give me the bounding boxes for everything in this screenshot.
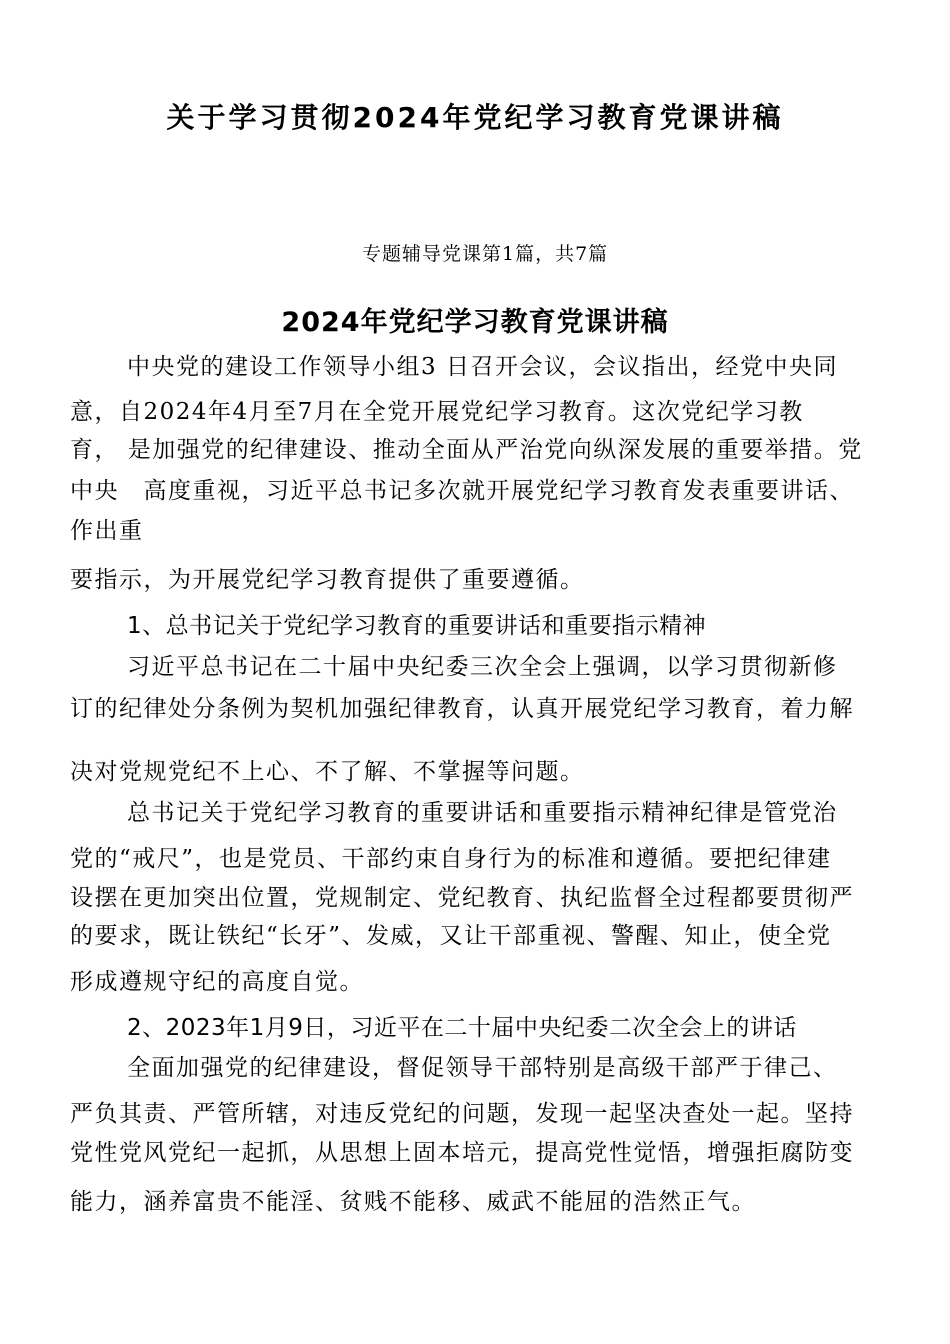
paragraph-line: 的要求，既让铁纪“长牙”、发威，又让干部重视、警醒、知止，使全党 — [70, 923, 832, 949]
paragraph-line: 设摆在更加突出位置，党规制定、党纪教育、执纪监督全过程都要贯彻严 — [70, 885, 854, 911]
paragraph-line: 中央党的建设工作领导小组3 日召开会议，会议指出，经党中央同 — [127, 354, 838, 380]
paragraph-line: 党的“戒尺”，也是党员、干部约束自身行为的标准和遵循。要把纪律建 — [70, 846, 832, 872]
paragraph-line: 中央 高度重视，习近平总书记多次就开展党纪学习教育发表重要讲话、 — [70, 478, 854, 504]
paragraph-line: 党性党风党纪一起抓，从思想上固本培元，提高党性觉悟，增强拒腐防变 — [70, 1140, 854, 1166]
paragraph-line: 总书记关于党纪学习教育的重要讲话和重要指示精神纪律是管党治 — [127, 800, 838, 826]
paragraph-line: 决对党规党纪不上心、不了解、不掌握等问题。 — [70, 759, 585, 785]
paragraph-line: 形成遵规守纪的高度自觉。 — [70, 969, 364, 995]
document-title: 关于学习贯彻2024年党纪学习教育党课讲稿 — [166, 101, 784, 134]
paragraph-line: 全面加强党的纪律建设，督促领导干部特别是高级干部严于律己、 — [127, 1055, 838, 1081]
paragraph-line: 作出重 — [70, 518, 144, 544]
document-subtitle: 2024年党纪学习教育党课讲稿 — [281, 307, 669, 338]
paragraph-line: 订的纪律处分条例为契机加强纪律教育，认真开展党纪学习教育，着力解 — [70, 696, 854, 722]
paragraph-line: 严负其责、严管所辖，对违反党纪的问题，发现一起坚决查处一起。坚持 — [70, 1101, 854, 1127]
section-heading: 2、2023年1月9日，习近平在二十届中央纪委二次全会上的讲话 — [127, 1015, 797, 1041]
paragraph-line: 习近平总书记在二十届中央纪委三次全会上强调，以学习贯彻新修 — [127, 654, 838, 680]
paragraph-line: 能力，涵养富贵不能淫、贫贱不能移、威武不能屈的浩然正气。 — [70, 1189, 756, 1215]
paragraph-line: 育， 是加强党的纪律建设、推动全面从严治党向纵深发展的重要举措。党 — [70, 437, 863, 463]
section-heading: 1、总书记关于党纪学习教育的重要讲话和重要指示精神 — [127, 613, 707, 639]
paragraph-line: 意，自2024年4月至7月在全党开展党纪学习教育。这次党纪学习教 — [70, 399, 804, 425]
series-note: 专题辅导党课第1篇，共7篇 — [362, 243, 609, 265]
paragraph-line: 要指示，为开展党纪学习教育提供了重要遵循。 — [70, 567, 585, 593]
